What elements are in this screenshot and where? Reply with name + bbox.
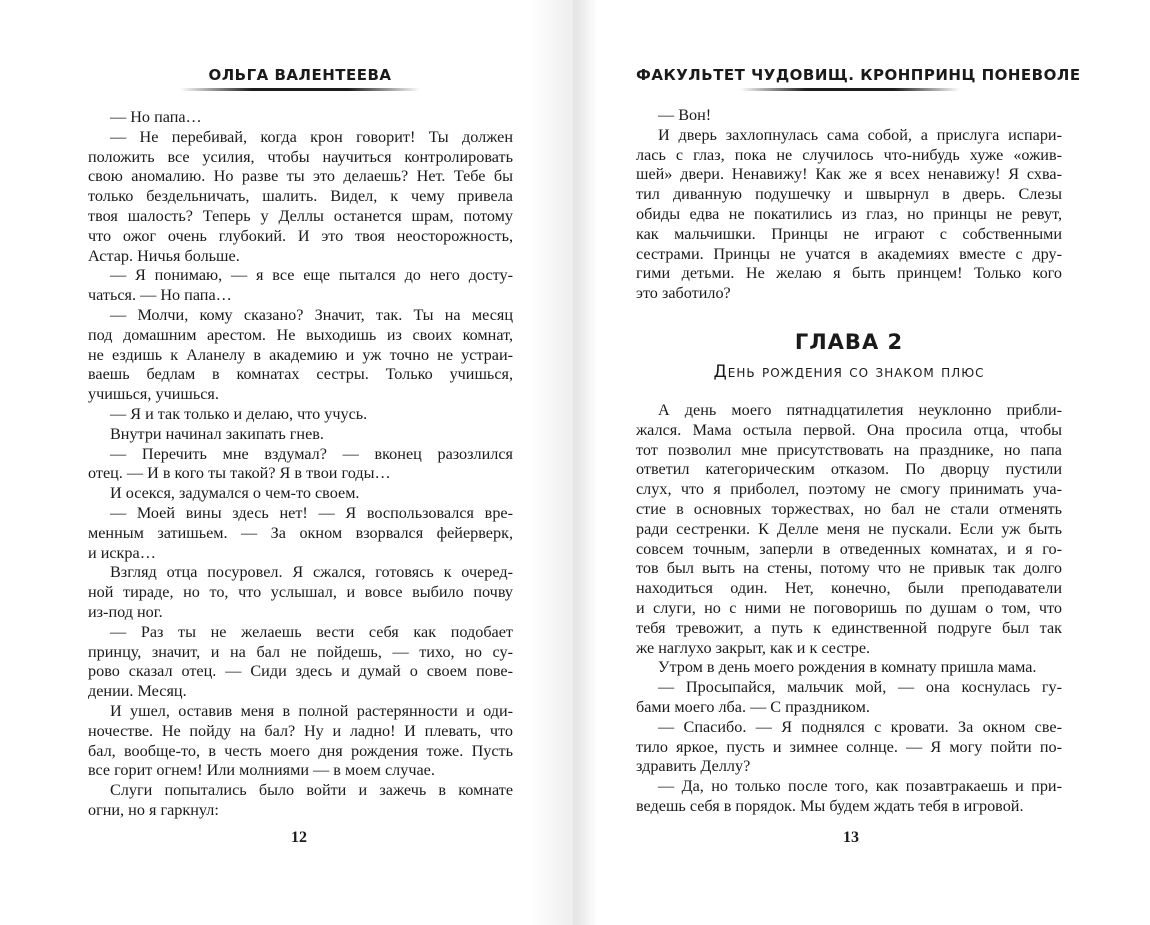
text-line: слух, что я приболел, поэтому не смогу принимать уча- bbox=[636, 480, 1062, 499]
text-line: же наглухо закрыт, как и к сестре. bbox=[636, 638, 871, 657]
text-line: тило яркое, пусть и зимнее солнце. — Я могу пойти по- bbox=[636, 737, 1062, 756]
text-line: принцу, значит, и на бал не пойдешь, — тихо, но су- bbox=[88, 642, 513, 661]
text-line: ведешь себя в порядок. Мы будем ждать тебя в игровой. bbox=[636, 796, 1024, 815]
text-line: ответил категорическим отказом. По дворцу пустили bbox=[636, 460, 1062, 479]
text-line: — Вон! bbox=[658, 106, 712, 124]
text-line: Утром в день моего рождения в комнату пришла мама. bbox=[658, 658, 1037, 677]
text-line: из-под ног. bbox=[88, 602, 163, 621]
text-line: огни, но я гаркнул: bbox=[88, 800, 219, 819]
text-line: — Перечить мне вздумал? — вконец разозлился bbox=[110, 444, 513, 463]
text-line: это заботило? bbox=[636, 284, 731, 303]
gutter-shadow bbox=[530, 0, 574, 925]
text-line: — Да, но только после того, как позавтракаешь и при- bbox=[658, 777, 1062, 796]
text-line: что ожог очень глубокий. И это твоя неосторожность, bbox=[88, 226, 513, 245]
running-header-title: ФАКУЛЬТЕТ ЧУДОВИЩ. КРОНПРИНЦ ПОНЕВОЛЕ bbox=[636, 66, 1081, 84]
text-line: ваешь бедлам в комнатах сестры. Только учишься, bbox=[88, 365, 513, 384]
text-line: менным затишьем. — За окном взорвался фейерверк, bbox=[88, 523, 513, 542]
text-line: тов был выть на стены, потому что не привык так долго bbox=[636, 559, 1062, 578]
text-line: совсем точным, заперли в отведенных комнатах, и я го- bbox=[636, 539, 1062, 558]
text-line: дении. Месяц. bbox=[88, 682, 187, 701]
gutter-shadow bbox=[576, 0, 598, 925]
text-line: лась с глаз, пока не случилось что-нибудь хуже «ожив- bbox=[636, 145, 1062, 164]
text-line: бал, вообще-то, в честь моего дня рождения тоже. Пусть bbox=[88, 741, 513, 760]
text-line: находиться один. Нет, конечно, были преподаватели bbox=[636, 579, 1062, 598]
text-line: — Я понимаю, — я все еще пытался до него досту- bbox=[110, 266, 513, 285]
text-line: обиды едва не покатились из глаз, но принцы не ревут, bbox=[636, 204, 1062, 223]
text-line: свою аномалию. Но разве ты это делаешь? Нет. Тебе бы bbox=[88, 167, 513, 186]
text-line: Астар. Ничья больше. bbox=[88, 246, 240, 265]
text-line: как мальчишки. Принцы не играют с собственными bbox=[636, 224, 1062, 243]
text-line: только бездельничать, шалить. Видел, к чему привела bbox=[88, 187, 513, 206]
text-line: — Но папа… bbox=[110, 108, 202, 126]
text-line: А день моего пятнадцатилетия неуклонно прибли- bbox=[658, 401, 1062, 419]
text-line: ночестве. Не пойду на бал? Ну и ладно! И плевать, что bbox=[88, 721, 513, 740]
text-line: гими детьми. Не желаю я быть принцем! Только кого bbox=[636, 264, 1062, 283]
text-line: — Раз ты не желаешь вести себя как подобает bbox=[110, 622, 513, 641]
text-line: отец. — И в кого ты такой? Я в твои годы… bbox=[88, 464, 391, 483]
text-line: тот позволил мне присутствовать на празднике, но папа bbox=[636, 440, 1062, 459]
text-line: сестрами. Принцы не учатся в академиях вместе с дру- bbox=[636, 244, 1062, 263]
text-line: положить все усилия, чтобы научиться контролировать bbox=[88, 147, 513, 166]
text-line: жался. Мама остыла первой. Она просила отца, чтобы bbox=[636, 420, 1062, 439]
text-line: И ушел, оставив меня в полной растерянности и оди- bbox=[110, 701, 513, 720]
text-line: здравить Деллу? bbox=[636, 757, 751, 776]
text-line: И осекся, задумался о чем-то своем. bbox=[110, 484, 360, 503]
right-page-text-bottom bbox=[636, 401, 1062, 817]
text-line: учишься, учишься. bbox=[88, 385, 219, 404]
header-rule bbox=[180, 88, 420, 91]
text-line: — Спасибо. — Я поднялся с кровати. За окном све- bbox=[658, 717, 1062, 736]
text-line: не ездишь к Аланелу в академию и уж точно не устраи- bbox=[88, 345, 513, 364]
text-line: шей» двери. Ненавижу! Как же я всех ненавижу! Я схва- bbox=[636, 165, 1062, 184]
page-number-right: 13 bbox=[843, 829, 859, 846]
text-line: — Я и так только и делаю, что учусь. bbox=[110, 404, 368, 423]
chapter-title: ГЛАВА 2 bbox=[794, 330, 904, 354]
text-line: стие в основных торжествах, но бал не стали отменять bbox=[636, 499, 1062, 518]
text-line: под домашним арестом. Не выходишь из своих комнат, bbox=[88, 325, 513, 344]
text-line: — Моей вины здесь нет! — Я воспользовался вре- bbox=[110, 503, 513, 522]
text-line: тебя тревожит, а путь к единственной подруге был так bbox=[636, 618, 1062, 637]
text-line: ной тираде, но то, что услышал, и вовсе выбило почву bbox=[88, 583, 513, 602]
chapter-subtitle: День рождения со знаком плюс bbox=[713, 362, 985, 382]
text-line: Взгляд отца посуровел. Я сжался, готовясь к очеред- bbox=[110, 563, 513, 582]
header-rule bbox=[740, 88, 960, 91]
text-line: все горит огнем! Или молниями — в моем случае. bbox=[88, 761, 435, 780]
text-line: — Не перебивай, когда крон говорит! Ты должен bbox=[110, 127, 513, 146]
text-line: — Молчи, кому сказано? Значит, так. Ты на месяц bbox=[110, 305, 513, 324]
text-line: и искра… bbox=[88, 543, 156, 562]
page-number-left: 12 bbox=[291, 829, 307, 846]
text-line: чаться. — Но папа… bbox=[88, 286, 232, 305]
running-header-author: ОЛЬГА ВАЛЕНТЕЕВА bbox=[208, 66, 392, 84]
text-line: Слуги попытались было войти и зажечь в комнате bbox=[110, 781, 513, 800]
text-line: тил диванную подушечку и швырнул в дверь. Слезы bbox=[636, 185, 1062, 204]
text-line: и слуги, но с ними не поговоришь по душам о том, что bbox=[636, 598, 1062, 617]
text-line: ради сестренки. К Делле меня не пускали. Если уж быть bbox=[636, 519, 1062, 538]
text-line: рово сказал отец. — Сиди здесь и думай о своем пове- bbox=[88, 662, 513, 681]
text-line: Внутри начинал закипать гнев. bbox=[110, 424, 324, 443]
text-line: бами моего лба. — С праздником. bbox=[636, 697, 870, 716]
text-line: И дверь захлопнулась сама собой, а прислуга испари- bbox=[658, 125, 1062, 144]
right-page-text-top bbox=[636, 106, 1062, 304]
text-line: твоя шалость? Теперь у Деллы останется шрам, потому bbox=[88, 206, 513, 225]
text-line: — Просыпайся, мальчик мой, — она коснулась гу- bbox=[658, 678, 1062, 697]
left-page-text bbox=[88, 108, 513, 821]
